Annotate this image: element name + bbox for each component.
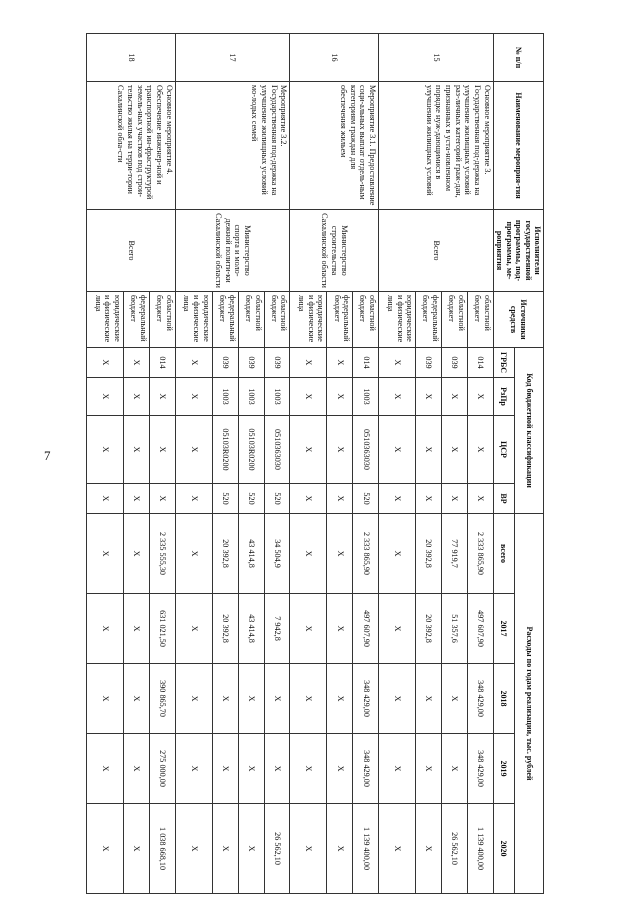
value-cell: 348 429,00 bbox=[353, 664, 379, 734]
budget-table bbox=[86, 33, 544, 894]
value-cell: 1003 bbox=[353, 378, 379, 416]
value-cell: X bbox=[86, 664, 123, 734]
value-cell: X bbox=[379, 484, 416, 514]
value-cell: 039 bbox=[442, 348, 468, 378]
value-cell: X bbox=[379, 378, 416, 416]
value-cell: 039 bbox=[264, 348, 290, 378]
header-rzpr: РзПр bbox=[493, 378, 514, 416]
row-number: 15 bbox=[379, 34, 494, 82]
executor: Всего bbox=[86, 210, 175, 292]
value-cell: 520 bbox=[264, 484, 290, 514]
value-cell: X bbox=[442, 416, 468, 484]
value-cell: X bbox=[416, 378, 442, 416]
value-cell: X bbox=[442, 734, 468, 804]
row-number: 18 bbox=[86, 34, 175, 82]
value-cell: X bbox=[379, 514, 416, 594]
source-cell: федеральный бюджет bbox=[327, 292, 353, 348]
value-cell: X bbox=[327, 416, 353, 484]
value-cell: X bbox=[124, 514, 150, 594]
value-cell: X bbox=[379, 348, 416, 378]
value-cell: 05103R0200 bbox=[238, 416, 264, 484]
value-cell: X bbox=[290, 664, 327, 734]
row-number: 16 bbox=[290, 34, 379, 82]
value-cell: X bbox=[86, 804, 123, 894]
source-cell: юридические и физические лица bbox=[175, 292, 212, 348]
value-cell: 43 414,8 bbox=[238, 594, 264, 664]
value-cell: 390 865,70 bbox=[149, 664, 175, 734]
value-cell: X bbox=[175, 734, 212, 804]
value-cell: X bbox=[416, 804, 442, 894]
value-cell: X bbox=[86, 734, 123, 804]
value-cell: X bbox=[379, 664, 416, 734]
value-cell: X bbox=[379, 416, 416, 484]
value-cell: 2 335 555,30 bbox=[149, 514, 175, 594]
value-cell: 631 021,50 bbox=[149, 594, 175, 664]
value-cell: X bbox=[327, 664, 353, 734]
value-cell: X bbox=[175, 514, 212, 594]
value-cell: X bbox=[327, 734, 353, 804]
value-cell: X bbox=[86, 594, 123, 664]
activity-name: Основное мероприятие 3. Государственная под-держка на улучшение жилищных условий раз-личных категорий граж-дан, признанных в уста-новленном порядке нуж-дающимися в улучшении жилищных условий bbox=[379, 82, 494, 210]
value-cell: X bbox=[327, 594, 353, 664]
value-cell: X bbox=[327, 484, 353, 514]
value-cell: X bbox=[175, 594, 212, 664]
value-cell: 1003 bbox=[264, 378, 290, 416]
executor: Министерство спорта и моло-дежной полити-ки Сахалинской области bbox=[175, 210, 290, 292]
value-cell: X bbox=[442, 484, 468, 514]
header-csr: ЦСР bbox=[493, 416, 514, 484]
value-cell: X bbox=[379, 734, 416, 804]
value-cell: X bbox=[86, 348, 123, 378]
value-cell: 2 333 865,90 bbox=[353, 514, 379, 594]
value-cell: X bbox=[290, 416, 327, 484]
source-cell: областной бюджет bbox=[238, 292, 264, 348]
header-vr: ВР bbox=[493, 484, 514, 514]
value-cell: 039 bbox=[212, 348, 238, 378]
value-cell: 348 429,00 bbox=[353, 734, 379, 804]
value-cell: X bbox=[442, 664, 468, 734]
value-cell: X bbox=[149, 378, 175, 416]
header-num: № п/п bbox=[493, 34, 543, 82]
activity-name: Основное мероприятие 4. Обеспечение инженер-ной и транспортной ин-фраструктурой земель-ных участков под строи-тельство жилья на терри-тории Сахалинской обла-сти bbox=[86, 82, 175, 210]
value-cell: 0510363030 bbox=[353, 416, 379, 484]
source-cell: областной бюджет bbox=[353, 292, 379, 348]
header-2018: 2018 bbox=[493, 664, 514, 734]
value-cell: 520 bbox=[212, 484, 238, 514]
source-cell: юридические и физические лица bbox=[379, 292, 416, 348]
value-cell: X bbox=[379, 594, 416, 664]
value-cell: 039 bbox=[416, 348, 442, 378]
value-cell: X bbox=[86, 484, 123, 514]
value-cell: 77 919,7 bbox=[442, 514, 468, 594]
value-cell: X bbox=[290, 378, 327, 416]
source-cell: юридические и физические лица bbox=[86, 292, 123, 348]
value-cell: X bbox=[290, 734, 327, 804]
header-executor: Исполнители государственной программы, под-программы, ме-роприятия bbox=[493, 210, 543, 292]
value-cell: X bbox=[264, 734, 290, 804]
value-cell: X bbox=[327, 348, 353, 378]
value-cell: X bbox=[124, 416, 150, 484]
value-cell: X bbox=[290, 594, 327, 664]
value-cell: 51 357,6 bbox=[442, 594, 468, 664]
value-cell: X bbox=[212, 664, 238, 734]
value-cell: X bbox=[264, 664, 290, 734]
value-cell: X bbox=[416, 734, 442, 804]
row-number: 17 bbox=[175, 34, 290, 82]
value-cell: X bbox=[290, 804, 327, 894]
source-cell: областной бюджет bbox=[264, 292, 290, 348]
value-cell: X bbox=[149, 416, 175, 484]
header-sources: Источники средств bbox=[493, 292, 543, 348]
value-cell: X bbox=[124, 594, 150, 664]
value-cell: X bbox=[416, 484, 442, 514]
value-cell: X bbox=[175, 804, 212, 894]
value-cell: X bbox=[124, 348, 150, 378]
header-2020: 2020 bbox=[493, 804, 514, 894]
executor: Министерство строительства Сахалинской области bbox=[290, 210, 379, 292]
value-cell: X bbox=[467, 378, 493, 416]
value-cell: X bbox=[86, 378, 123, 416]
value-cell: 520 bbox=[238, 484, 264, 514]
header-grbs: ГРБС bbox=[493, 348, 514, 378]
value-cell: X bbox=[290, 348, 327, 378]
value-cell: 014 bbox=[467, 348, 493, 378]
header-2017: 2017 bbox=[493, 594, 514, 664]
value-cell: 2 333 865,90 bbox=[467, 514, 493, 594]
table-row bbox=[353, 34, 379, 894]
value-cell: 1 038 668,10 bbox=[149, 804, 175, 894]
activity-name: Мероприятие 3.2. Государственная под-держка на улучшение жилищных условий мо-лодых семей bbox=[175, 82, 290, 210]
value-cell: 26 562,10 bbox=[442, 804, 468, 894]
value-cell: X bbox=[124, 378, 150, 416]
value-cell: 26 562,10 bbox=[264, 804, 290, 894]
value-cell: X bbox=[175, 664, 212, 734]
value-cell: X bbox=[238, 804, 264, 894]
value-cell: 05103R0200 bbox=[212, 416, 238, 484]
table-row bbox=[467, 34, 493, 894]
header-total: всего bbox=[493, 514, 514, 594]
source-cell: федеральный бюджет bbox=[416, 292, 442, 348]
rotated-table-container bbox=[88, 33, 544, 893]
value-cell: X bbox=[124, 804, 150, 894]
header-name: Наименование мероприя-тия bbox=[493, 82, 543, 210]
value-cell: X bbox=[327, 804, 353, 894]
value-cell: 348 429,00 bbox=[467, 664, 493, 734]
value-cell: X bbox=[327, 514, 353, 594]
value-cell: X bbox=[212, 804, 238, 894]
value-cell: X bbox=[467, 416, 493, 484]
value-cell: X bbox=[327, 378, 353, 416]
value-cell: 014 bbox=[149, 348, 175, 378]
table-row bbox=[149, 34, 175, 894]
source-cell: юридические и физические лица bbox=[290, 292, 327, 348]
value-cell: X bbox=[149, 484, 175, 514]
value-cell: 1 139 400,00 bbox=[353, 804, 379, 894]
value-cell: 497 607,90 bbox=[353, 594, 379, 664]
value-cell: 497 607,90 bbox=[467, 594, 493, 664]
value-cell: 275 000,00 bbox=[149, 734, 175, 804]
source-cell: федеральный бюджет bbox=[124, 292, 150, 348]
value-cell: 1003 bbox=[212, 378, 238, 416]
value-cell: X bbox=[86, 416, 123, 484]
value-cell: X bbox=[379, 804, 416, 894]
header-2019: 2019 bbox=[493, 734, 514, 804]
source-cell: федеральный бюджет bbox=[212, 292, 238, 348]
value-cell: X bbox=[124, 664, 150, 734]
value-cell: 20 392,8 bbox=[212, 594, 238, 664]
value-cell: X bbox=[416, 416, 442, 484]
activity-name: Мероприятие 3.1. Предоставление соци-альных выплат отдель-ным категориям граждан для обеспечения жильем bbox=[290, 82, 379, 210]
source-cell: областной бюджет bbox=[467, 292, 493, 348]
value-cell: X bbox=[175, 416, 212, 484]
value-cell: X bbox=[290, 484, 327, 514]
value-cell: X bbox=[175, 484, 212, 514]
value-cell: 520 bbox=[353, 484, 379, 514]
table-body bbox=[86, 34, 493, 894]
value-cell: X bbox=[290, 514, 327, 594]
value-cell: 7 942,8 bbox=[264, 594, 290, 664]
value-cell: X bbox=[467, 484, 493, 514]
value-cell: 1003 bbox=[238, 378, 264, 416]
value-cell: X bbox=[442, 378, 468, 416]
table-row bbox=[264, 34, 290, 894]
value-cell: X bbox=[175, 348, 212, 378]
value-cell: X bbox=[124, 734, 150, 804]
value-cell: 34 504,9 bbox=[264, 514, 290, 594]
value-cell: X bbox=[416, 664, 442, 734]
value-cell: X bbox=[175, 378, 212, 416]
value-cell: X bbox=[238, 664, 264, 734]
page-number: 7 bbox=[44, 448, 51, 463]
value-cell: 20 392,8 bbox=[212, 514, 238, 594]
header-kbk: Код бюджетной классификации bbox=[514, 348, 543, 514]
value-cell: 039 bbox=[238, 348, 264, 378]
value-cell: X bbox=[238, 734, 264, 804]
value-cell: 20 392,8 bbox=[416, 594, 442, 664]
value-cell: 20 392,8 bbox=[416, 514, 442, 594]
value-cell: 0510363030 bbox=[264, 416, 290, 484]
value-cell: 43 414,8 bbox=[238, 514, 264, 594]
header-expenses: Расходы по годам реализации, тыс. рублей bbox=[514, 514, 543, 894]
value-cell: 1 139 400,00 bbox=[467, 804, 493, 894]
value-cell: 014 bbox=[353, 348, 379, 378]
value-cell: X bbox=[124, 484, 150, 514]
executor: Всего bbox=[379, 210, 494, 292]
value-cell: X bbox=[212, 734, 238, 804]
value-cell: X bbox=[86, 514, 123, 594]
value-cell: 348 429,00 bbox=[467, 734, 493, 804]
source-cell: областной бюджет bbox=[149, 292, 175, 348]
source-cell: областной бюджет bbox=[442, 292, 468, 348]
